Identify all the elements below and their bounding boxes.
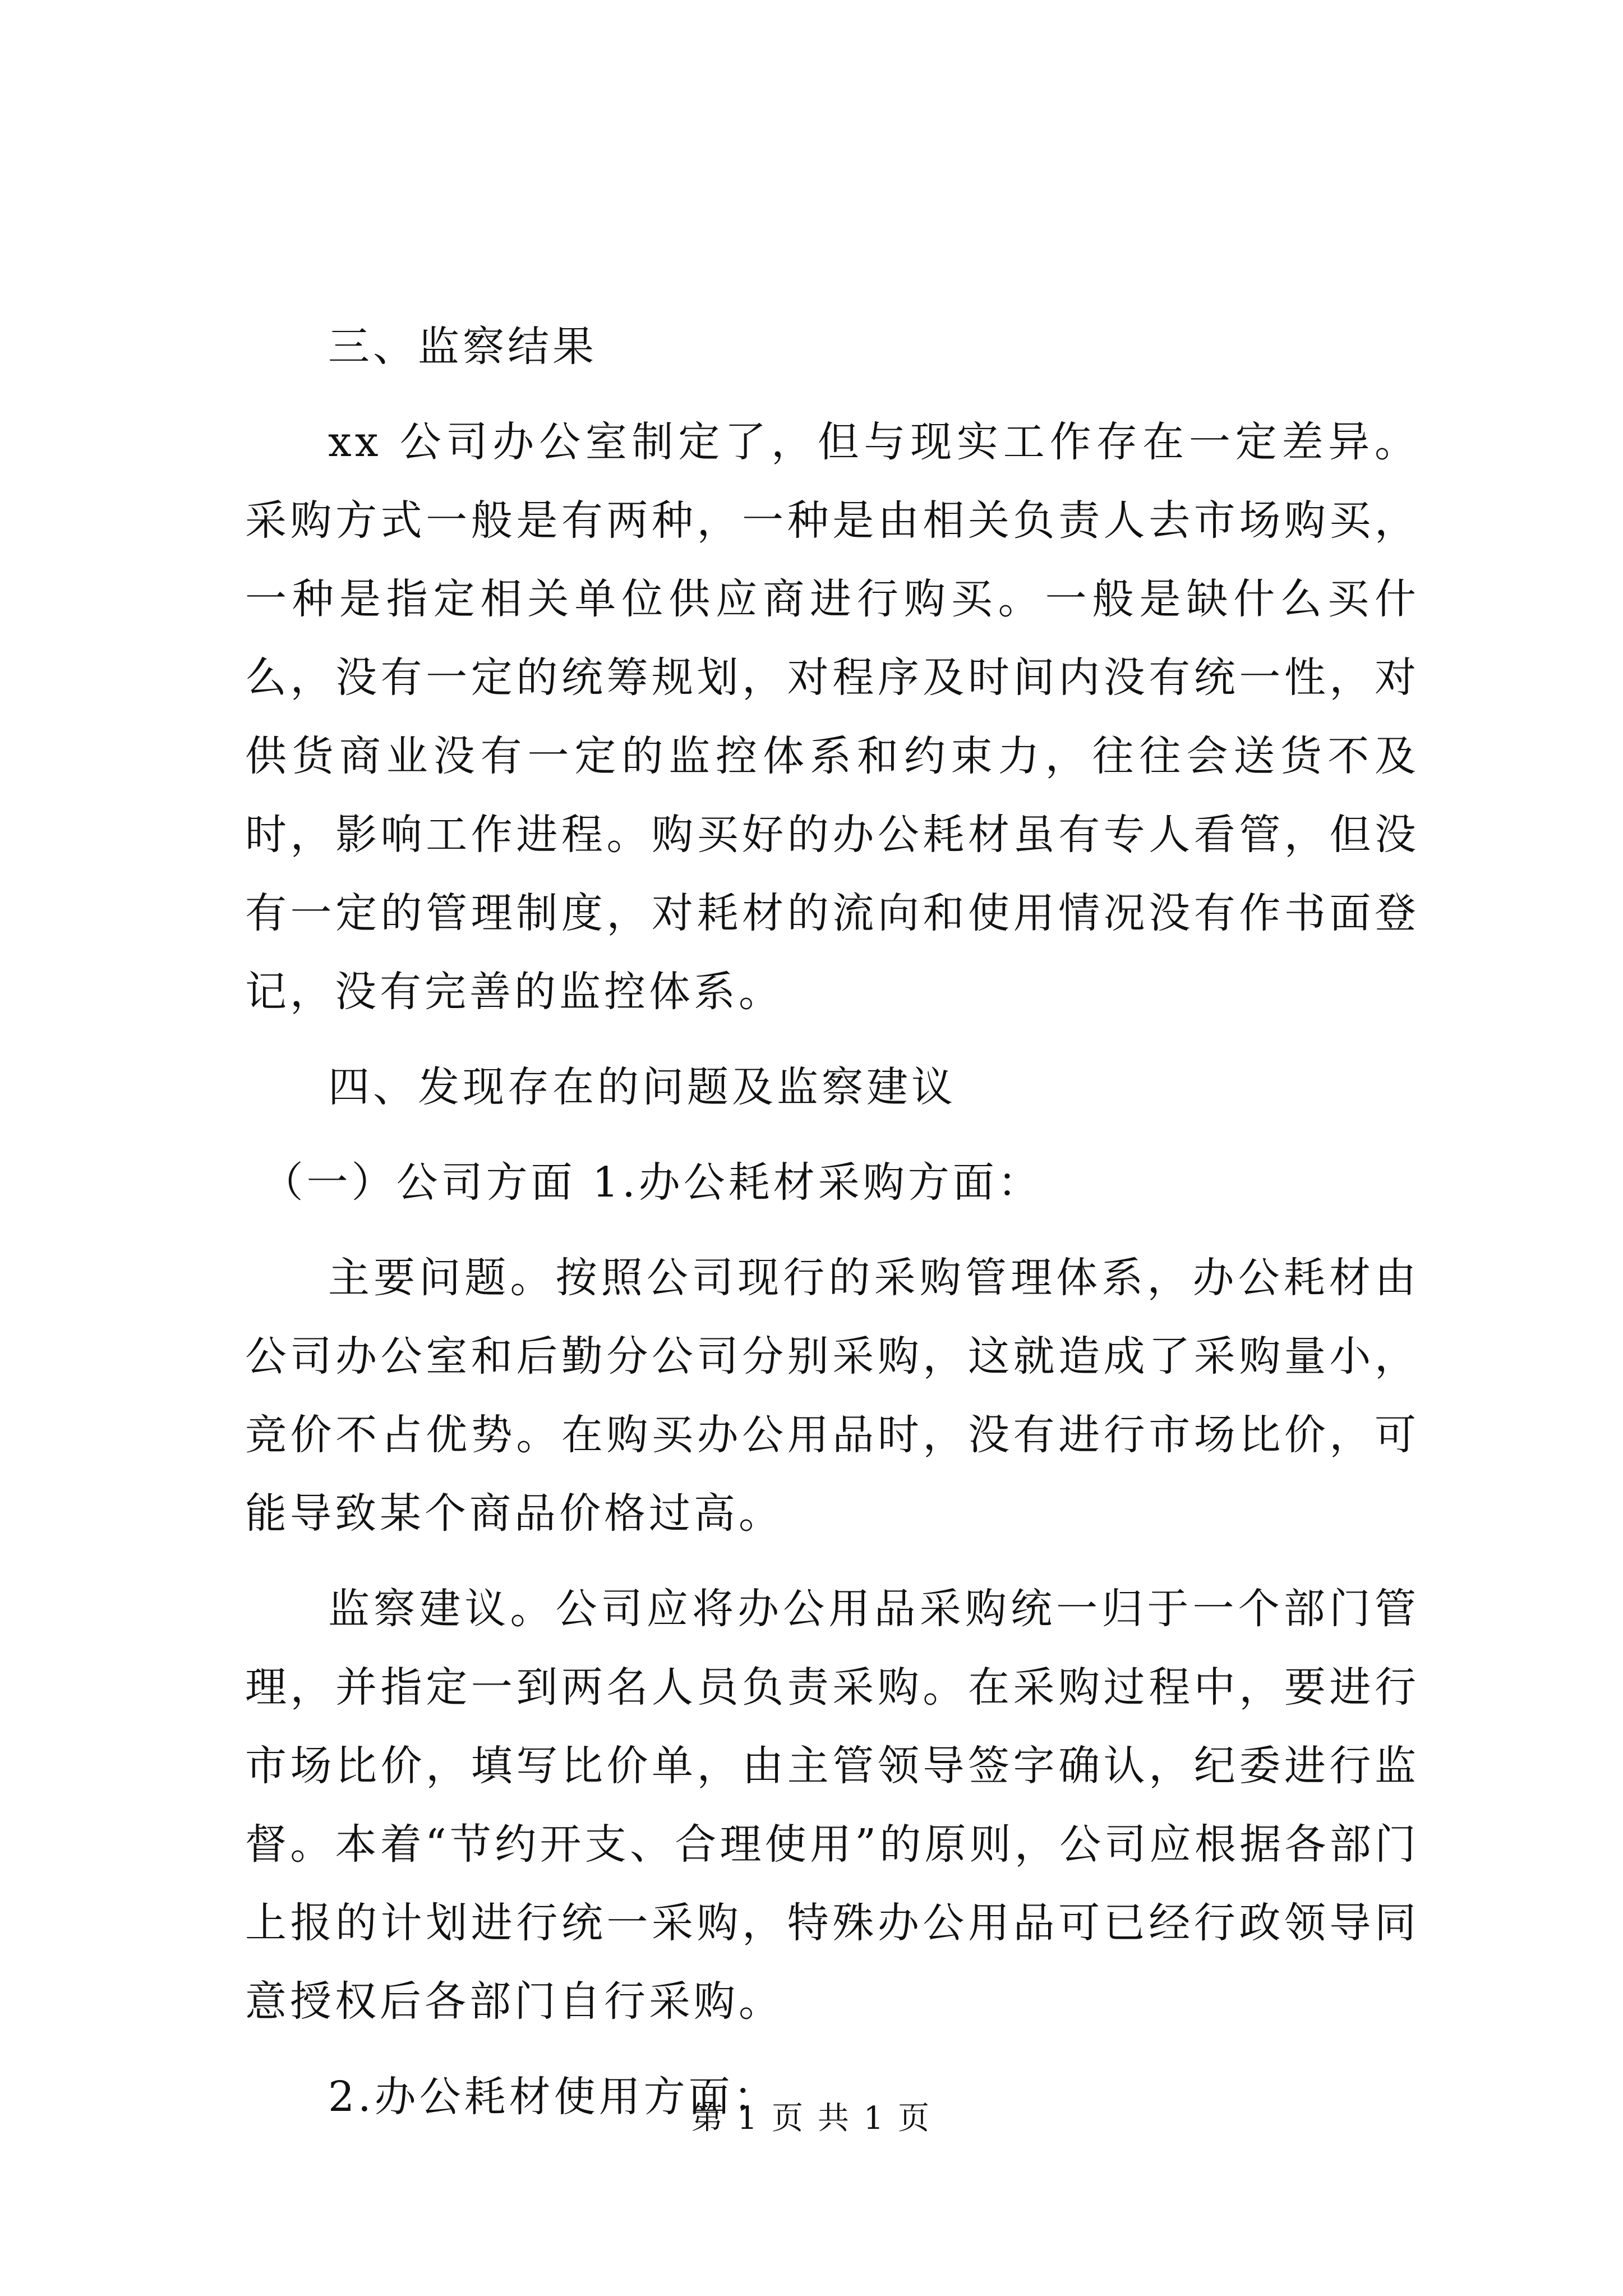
- page-number-footer: 第 1 页 共 1 页: [691, 2100, 932, 2137]
- problem-paragraph: 主要问题。按照公司现行的采购管理体系，办公耗材由公司办公室和后勤分公司分别采购，这就造成了采购量小，竞价不占优势。在购买办公用品时，没有进行市场比价，可能导致某个商品价格过高。: [245, 1254, 1419, 1538]
- document-body: [245, 307, 1419, 2136]
- section-heading-results: 三、监察结果: [328, 323, 597, 371]
- results-paragraph: xx 公司办公室制定了，但与现实工作存在一定差异。采购方式一般是有两种，一种是由相关负责人去市场购买，一种是指定相关单位供应商进行购买。一般是缺什么买什么，没有一定的统筹规划，对程序及时间内没有统一性，对供货商业没有一定的监控体系和约束力，往往会送货不及时，影响工作进程。购买好的办公耗材虽有专人看管，但没有一定的管理制度，对耗材的流向和使用情况没有作书面登记，没有完善的监控体系。: [245, 418, 1419, 1016]
- suggestion-paragraph: 监察建议。公司应将办公用品采购统一归于一个部门管理，并指定一到两名人员负责采购。在采购过程中，要进行市场比价，填写比价单，由主管领导签字确认，纪委进行监督。本着“节约开支、合理使用”的原则，公司应根据各部门上报的计划进行统一采购，特殊办公用品可已经行政领导同意授权后各部门自行采购。: [245, 1585, 1419, 2026]
- section-heading-problems: 四、发现存在的问题及监察建议: [328, 1063, 956, 1111]
- subsection-heading-company: （一）公司方面 1.办公耗材采购方面：: [261, 1158, 1043, 1207]
- item-heading-usage: 2.办公耗材使用方面：: [328, 2073, 778, 2121]
